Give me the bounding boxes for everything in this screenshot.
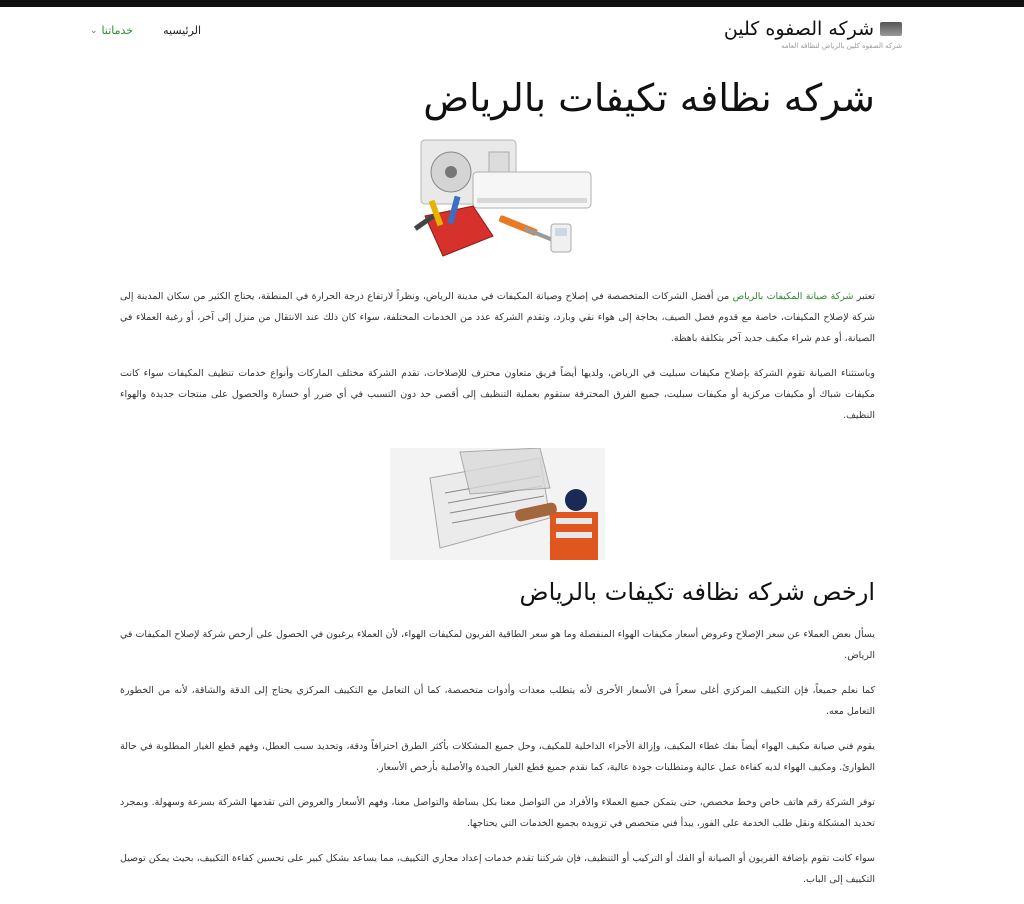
intro-rest: من أفضل الشركات المتخصصة في إصلاح وصيانة المكيفات في مدينة الرياض، ونظراً لارتفاع درجة الحرارة في المنطقة، يحتاج الكثير من سكان المدينة إلى شركة لإصلاح المكيفات، خاصة مع قدوم فصل الصيف، بحاجة إلى هواء نقي وبارد، وتقدم الشركة عدد من الخدمات المختلفة، سواء كان ذلك عند الانتقال من منزل إلى آخر، أو رغبة العملاء في الصيانة، أو عدم شراء مكيف جديد آخر بتكلفة باهظة. <box>120 290 875 344</box>
nav-home[interactable]: الرئيسيه <box>163 24 201 37</box>
chevron-down-icon[interactable]: ⌄ <box>90 25 98 36</box>
image-wrapper-technician <box>120 448 875 578</box>
page-title: شركه نظافه تكيفات بالرياض <box>423 76 875 120</box>
intro-paragraph <box>120 286 875 349</box>
browser-top-bar <box>0 0 1024 7</box>
technician-illustration <box>390 448 605 560</box>
section-subtitle: ارخص شركه نظافه تكيفات بالرياض <box>519 577 875 606</box>
site-tagline: شركه الصفوه كلين بالرياض لنظافه العامه <box>781 42 902 50</box>
site-logo-icon <box>880 22 902 36</box>
ac-units-tools-illustration <box>403 138 593 266</box>
paragraph-contact: توفر الشركة رقم هاتف خاص وخط مخصص، حتى يتمكن جميع العملاء والأفراد من التواصل معنا بكل بساطة والتواصل معنا، وفهم الأسعار والعروض التي تقدمها الشركة بسرعة وسهولة. وبمجرد تحديد المشكلة ونقل طلب الخدمة على الفور، يبدأ فني متخصص في تزويده بجميع الخدمات التي يحتاجها. <box>120 796 875 829</box>
image-wrapper-tools <box>120 138 875 286</box>
site-brand[interactable] <box>724 18 902 50</box>
brand-row <box>724 18 902 40</box>
article <box>120 76 875 904</box>
site-header <box>90 18 902 58</box>
nav-services-label: خدماتنا <box>101 24 134 37</box>
ac-maintenance-link[interactable]: شركة صيانة المكيفات بالرياض <box>732 290 854 302</box>
site-title[interactable]: شركه الصفوه كلين <box>723 18 874 40</box>
paragraph-technician: يقوم فني صيانة مكيف الهواء أيضاً بفك غطاء المكيف، وإزالة الأجزاء الداخلية للمكيف، وحل جميع المشكلات بأكثر الطرق احترافاً ودقة، وتحديد سبب العطل، وفهم قطع الغيار المطلوبة في حالة الطوارئ. ومكيف الهواء لديه كفاءة عمل عالية ومتطلبات جودة عالية، كما نقدم جميع قطع الغيار الجيدة والأصلية بأرخص الأسعار. <box>120 740 875 773</box>
ac-units-tools-image <box>403 138 593 266</box>
technician-image <box>390 448 605 560</box>
paragraph-services: سواء كانت تقوم بإضافة الفريون أو الصيانة أو الفك أو التركيب أو التنظيف، فإن شركتنا تقدم خدمات إعداد مجاري التكييف، مما يساعد بشكل كبير على تحسين كفاءة التكييف، بحيث يمكن توصيل التكييف إلى الباب. <box>120 852 875 885</box>
nav-services[interactable] <box>90 24 133 37</box>
main-nav <box>90 24 201 37</box>
paragraph-prices: يسأل بعض العملاء عن سعر الإصلاح وعروض أسعار مكيفات الهواء المنفصلة وما هو سعر الطاقية الفريون لمكيفات الهواء، لأن العملاء يرغبون في الحصول على أرخص شركة لإصلاح المكيفات في الرياض. <box>120 628 875 661</box>
paragraph-central-ac: كما نعلم جميعاً، فإن التكييف المركزي أغلى سعراً في الأسعار الأخرى لأنه يتطلب معدات وأدوات متخصصة، كما أن التعامل مع التكييف المركزي يحتاج إلى الدقة والشاقة، لأنه من الخطورة التعامل معه. <box>120 684 875 717</box>
paragraph-split-ac: وباستثناء الصيانة تقوم الشركة بإصلاح مكيفات سبليت في الرياض، ولديها أيضاً فريق متعاون محترف للإصلاحات، تقدم الشركة مختلف الماركات وأنواع خدمات تنظيف المكيفات سواء كانت مكيفات شباك أو مكيفات مركزية أو مكيفات سبليت، جميع الفرق المحترفة ستقوم بعملية التنظيف إلى أقصى حد دون التسبب في أي ضرر أو خسارة والحصول على منتجات جديدة والهواء النظيف. <box>120 367 875 421</box>
intro-prefix: تعتبر <box>853 290 875 302</box>
